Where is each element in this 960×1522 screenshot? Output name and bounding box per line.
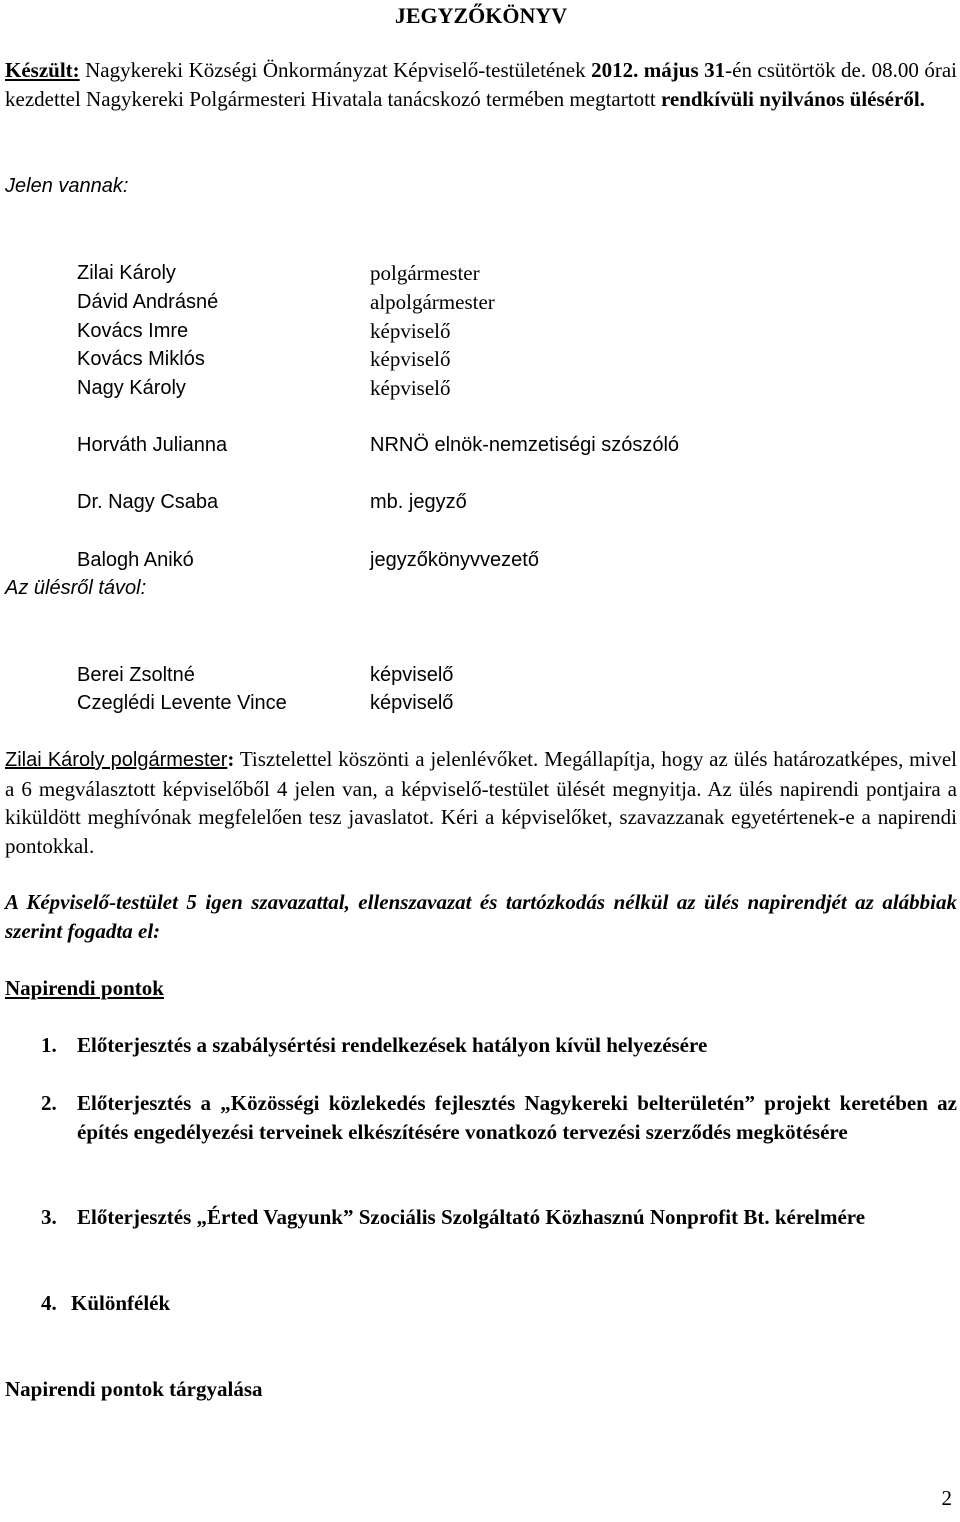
attendee-row (5, 546, 957, 574)
attendee-row (5, 345, 957, 373)
absentee-row (5, 661, 957, 689)
speaker-colon: : (227, 747, 235, 771)
made-label: Készült: (5, 58, 80, 82)
made-text-1: Nagykereki Községi Önkormányzat Képviselő-testületének (79, 58, 592, 82)
agenda-item-text: Különfélék (71, 1291, 171, 1315)
opening-text: Tisztelettel köszönti a jelenlévőket. Megállapítja, hogy az ülés határozatképes, mivel a 6 megválasztott képviselőből 4 jelen van, a képviselő-testület ülését megnyitja. Az ülés napirendi pontjaira a kiküldött meghívónak megfelelően tesz javaslatot. Kéri a képviselőket, szavazzanak egyetértenek-e a napirendi pontokkal. (5, 747, 957, 858)
attendee-row (5, 488, 957, 516)
attendee-name: Kovács Miklós (77, 348, 205, 370)
absentee-role: képviselő (370, 664, 454, 686)
attendee-role: képviselő (370, 376, 451, 400)
agenda-item-text: Előterjesztés „Érted Vagyunk” Szociális Szolgáltató Közhasznú Nonprofit Bt. kérelmére (77, 1205, 866, 1229)
agenda-item-text: Előterjesztés a „Közösségi közlekedés fejlesztés Nagykereki belterületén” projekt keretében az építés engedélyezési terveinek elkészítésére vonatkozó tervezési szerződés megkötésére (77, 1091, 957, 1144)
attendee-row (5, 259, 957, 287)
opening-paragraph (5, 745, 957, 860)
agenda-title: Napirendi pontok (5, 976, 164, 1000)
absentee-role: képviselő (370, 692, 454, 714)
made-text-2: -én csütörtök de. 08.00 órai kezdettel Nagykereki Polgármesteri Hivatala tanácskozó termében megtartott (5, 58, 957, 111)
attendee-role: képviselő (370, 347, 451, 371)
discussion-title: Napirendi pontok tárgyalása (5, 1377, 263, 1401)
page-number: 2 (941, 1486, 952, 1510)
agenda-decision: A Képviselő-testület 5 igen szavazattal, ellenszavazat és tartózkodás nélkül az ülés napirendjét az alábbiak szerint fogadta el: (5, 890, 957, 943)
absent-label: Az ülésről távol: (5, 577, 147, 599)
speaker-name: Zilai Károly polgármester (5, 749, 228, 771)
attendee-role: NRNÖ elnök-nemzetiségi szószóló (370, 434, 680, 456)
document-page (5, 0, 957, 1401)
attendee-name: Kovács Imre (77, 320, 189, 342)
attendee-name: Nagy Károly (77, 377, 186, 399)
attendee-role: polgármester (370, 261, 480, 285)
attendee-name: Dávid Andrásné (77, 291, 219, 313)
present-label: Jelen vannak: (5, 175, 129, 197)
meeting-intro (5, 56, 957, 113)
attendee-name: Zilai Károly (77, 262, 176, 284)
attendee-role: képviselő (370, 319, 451, 343)
attendee-name: Dr. Nagy Csaba (77, 491, 219, 513)
absentee-name: Berei Zsoltné (77, 664, 195, 686)
attendee-role: jegyzőkönyvvezető (370, 549, 539, 571)
attendee-row (5, 431, 957, 459)
absentee-row (5, 689, 957, 717)
attendee-name: Horváth Julianna (77, 434, 228, 456)
agenda-item-number: 1. (41, 1033, 57, 1057)
attendee-row (5, 317, 957, 345)
agenda-item-text: Előterjesztés a szabálysértési rendelkezések hatályon kívül helyezésére (77, 1033, 708, 1057)
attendee-role: mb. jegyző (370, 491, 467, 513)
agenda-item-number: 4. (41, 1291, 57, 1315)
document-title: JEGYZŐKÖNYV (394, 3, 568, 28)
attendee-role: alpolgármester (370, 290, 495, 314)
absentee-name: Czeglédi Levente Vince (77, 692, 287, 714)
attendee-row (5, 288, 957, 316)
attendee-name: Balogh Anikó (77, 549, 194, 571)
attendee-row (5, 374, 957, 402)
meeting-date: 2012. május 31 (591, 58, 726, 82)
meeting-type: rendkívüli nyilvános üléséről. (660, 86, 925, 111)
agenda-item-number: 2. (41, 1091, 57, 1115)
agenda-item-number: 3. (41, 1205, 57, 1229)
